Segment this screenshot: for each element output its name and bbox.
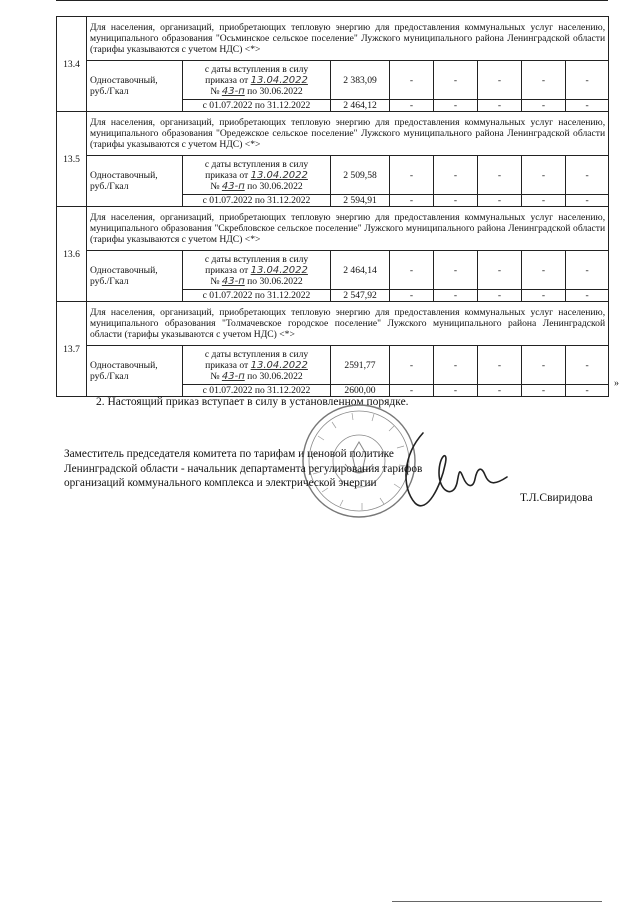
order-period-end: по 30.06.2022 [247, 275, 303, 287]
table-row [57, 61, 609, 100]
tariff-value: 2 464,14 [331, 251, 390, 290]
period-first [183, 61, 331, 100]
empty-dash: - [522, 251, 566, 290]
period-second: с 01.07.2022 по 31.12.2022 [183, 290, 331, 302]
empty-dash: - [390, 251, 434, 290]
period-line [186, 181, 327, 192]
tariff-unit: Одноставочный, руб./Гкал [87, 61, 183, 112]
empty-dash: - [434, 61, 478, 100]
empty-dash: - [566, 346, 609, 385]
empty-dash: - [522, 385, 566, 397]
empty-dash: - [566, 100, 609, 112]
order-number-prefix: № [210, 85, 220, 97]
tariff-unit: Одноставочный, руб./Гкал [87, 346, 183, 397]
row-number: 13.4 [57, 17, 87, 112]
empty-dash: - [434, 251, 478, 290]
order-date-handwritten: 13.04.2022 [250, 359, 308, 371]
order-number-handwritten: 43-п [221, 275, 245, 287]
period-line: с даты вступления в силу [204, 63, 309, 75]
empty-dash: - [390, 346, 434, 385]
empty-dash: - [478, 251, 522, 290]
period-line: с даты вступления в силу [204, 253, 309, 265]
row-number: 13.6 [57, 207, 87, 302]
empty-dash: - [566, 290, 609, 302]
period-first [183, 251, 331, 290]
empty-dash: - [566, 156, 609, 195]
period-line: с даты вступления в силу [204, 348, 309, 360]
closing-quote-mark: » [614, 378, 619, 389]
empty-dash: - [522, 195, 566, 207]
empty-dash: - [390, 156, 434, 195]
empty-dash: - [566, 195, 609, 207]
empty-dash: - [390, 195, 434, 207]
empty-dash: - [434, 100, 478, 112]
period-line: с даты вступления в силу [204, 158, 309, 170]
order-date-prefix: приказа от [205, 359, 249, 371]
tariff-value: 2 594,91 [331, 195, 390, 207]
order-date-handwritten: 13.04.2022 [250, 264, 308, 276]
tariff-table [56, 16, 609, 397]
empty-dash: - [522, 290, 566, 302]
empty-dash: - [434, 195, 478, 207]
empty-dash: - [566, 385, 609, 397]
empty-dash: - [478, 156, 522, 195]
table-top-border [56, 0, 608, 1]
empty-dash: - [390, 385, 434, 397]
table-row [57, 302, 609, 346]
table-row [57, 156, 609, 195]
empty-dash: - [434, 290, 478, 302]
empty-dash: - [522, 100, 566, 112]
order-number-prefix: № [210, 275, 220, 287]
empty-dash: - [434, 346, 478, 385]
tariff-value: 2 464,12 [331, 100, 390, 112]
period-second: с 01.07.2022 по 31.12.2022 [183, 385, 331, 397]
bottom-rule [392, 901, 602, 902]
empty-dash: - [434, 385, 478, 397]
order-date-handwritten: 13.04.2022 [250, 169, 308, 181]
period-line [186, 360, 327, 371]
order-number-prefix: № [210, 370, 220, 382]
row-description: Для населения, организаций, приобретающих тепловую энергию для предоставления коммунальных услуг населению, муниципального образования "Осьминское сельское поселение" Лужского муниципального района Ленинградской области (тарифы указываются с учетом НДС) <*> [87, 17, 609, 61]
period-line [186, 86, 327, 97]
order-period-end: по 30.06.2022 [247, 370, 303, 382]
signer-title: Заместитель председателя комитета по тарифам и ценовой политике Ленинградской области - начальник департамента регулирования тарифов организаций коммунального комплекса и электрической энергии [64, 448, 423, 489]
empty-dash: - [478, 385, 522, 397]
order-period-end: по 30.06.2022 [247, 85, 303, 97]
order-date-prefix: приказа от [205, 74, 249, 86]
tariff-value: 2600,00 [331, 385, 390, 397]
empty-dash: - [434, 156, 478, 195]
period-line [186, 371, 327, 382]
order-date-handwritten: 13.04.2022 [250, 74, 308, 86]
tariff-value: 2591,77 [331, 346, 390, 385]
empty-dash: - [478, 61, 522, 100]
tariff-unit: Одноставочный, руб./Гкал [87, 156, 183, 207]
empty-dash: - [478, 346, 522, 385]
tariff-value: 2 383,09 [331, 61, 390, 100]
period-second: с 01.07.2022 по 31.12.2022 [183, 195, 331, 207]
clause-text: 2. Настоящий приказ вступает в силу в установленном порядке. [96, 396, 409, 408]
period-line [186, 170, 327, 181]
empty-dash: - [566, 61, 609, 100]
empty-dash: - [566, 251, 609, 290]
period-first [183, 156, 331, 195]
row-description: Для населения, организаций, приобретающих тепловую энергию для предоставления коммунальных услуг населению, муниципального образования "Оредежское сельское поселение" Лужского муниципального района Ленинградской области (тарифы указываются с учетом НДС) <*> [87, 112, 609, 156]
period-line [186, 75, 327, 86]
table-row [57, 207, 609, 251]
order-date-prefix: приказа от [205, 264, 249, 276]
period-line [186, 265, 327, 276]
table-row [57, 112, 609, 156]
tariff-value: 2 509,58 [331, 156, 390, 195]
order-number-handwritten: 43-п [221, 370, 245, 382]
table-row [57, 251, 609, 290]
order-period-end: по 30.06.2022 [247, 180, 303, 192]
empty-dash: - [390, 61, 434, 100]
row-description: Для населения, организаций, приобретающих тепловую энергию для предоставления коммунальных услуг населению, муниципального образования "Толмачевское городское поселение" Лужского муниципального района Ленинградской области (тарифы указываются с учетом НДС) <*> [87, 302, 609, 346]
signer-name: Т.Л.Свиридова [520, 492, 593, 504]
order-number-handwritten: 43-п [221, 85, 245, 97]
period-first [183, 346, 331, 385]
order-date-prefix: приказа от [205, 169, 249, 181]
row-description: Для населения, организаций, приобретающих тепловую энергию для предоставления коммунальных услуг населению, муниципального образования "Скребловское сельское поселение" Лужского муниципального района Ленинградской области (тарифы указываются с учетом НДС) <*> [87, 207, 609, 251]
empty-dash: - [478, 290, 522, 302]
period-line [186, 276, 327, 287]
empty-dash: - [478, 100, 522, 112]
order-number-handwritten: 43-п [221, 180, 245, 192]
empty-dash: - [390, 290, 434, 302]
empty-dash: - [522, 61, 566, 100]
empty-dash: - [478, 195, 522, 207]
row-number: 13.7 [57, 302, 87, 397]
table-row [57, 346, 609, 385]
empty-dash: - [522, 156, 566, 195]
empty-dash: - [390, 100, 434, 112]
tariff-unit: Одноставочный, руб./Гкал [87, 251, 183, 302]
row-number: 13.5 [57, 112, 87, 207]
table-row [57, 17, 609, 61]
empty-dash: - [522, 346, 566, 385]
tariff-value: 2 547,92 [331, 290, 390, 302]
order-number-prefix: № [210, 180, 220, 192]
period-second: с 01.07.2022 по 31.12.2022 [183, 100, 331, 112]
